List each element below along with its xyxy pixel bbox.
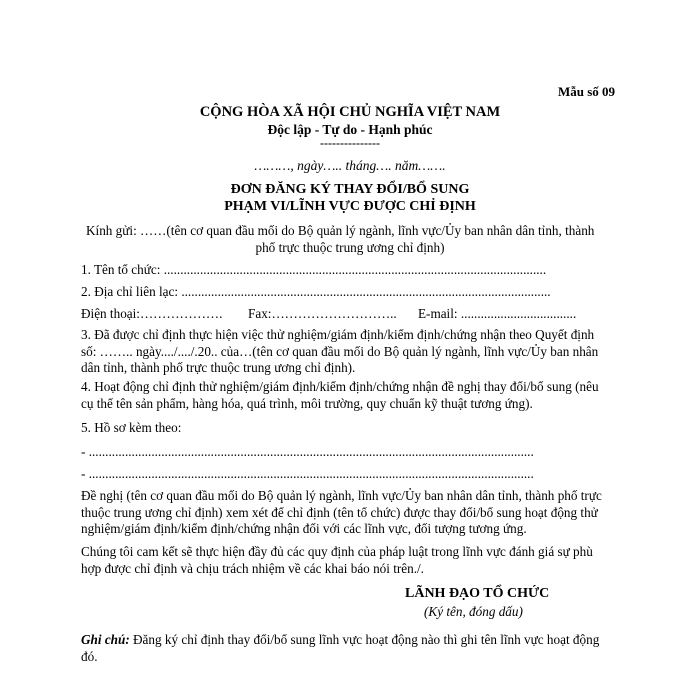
item-5-label: 5. Hồ sơ kèm theo: <box>81 420 182 435</box>
request-paragraph: Đề nghị (tên cơ quan đầu mối do Bộ quản lý ngành, lĩnh vực/Ủy ban nhân dân tỉnh, thành phố trực thuộc trung ương chỉ định) xem xét để chỉ định (tên tổ chức) được thay đổi/bổ sung hoạt động thử nghiệm/giám định/kiểm định/chứng nhận đối với các lĩnh vực, đối tượng tương ứng. <box>81 488 602 536</box>
signature-title: LÃNH ĐẠO TỔ CHỨC <box>405 586 550 601</box>
commitment-paragraph: Chúng tôi cam kết sẽ thực hiện đầy đủ các quy định của pháp luật trong lĩnh vực đánh giá sự phù hợp được chỉ định và chịu trách nhiệm về các khai báo nói trên./. <box>81 544 593 576</box>
title-line-2: PHẠM VI/LĨNH VỰC ĐƯỢC CHỈ ĐỊNH <box>224 199 476 214</box>
footnote-text: Đăng ký chỉ định thay đổi/bổ sung lĩnh vực hoạt động nào thì ghi tên lĩnh vực hoạt động đó. <box>81 632 600 664</box>
org-name-field: 1. Tên tổ chức: .................................................................................................................... <box>81 262 547 277</box>
item-3-decision: 3. Đã được chỉ định thực hiện việc thử nghiệm/giám định/kiểm định/chứng nhận theo Quyết định số: …….. ngày..../..../.20.. của…(tên cơ quan đầu mối do Bộ quản lý ngành, lĩnh vực/Ủy ban nhân dân tỉnh, thành phố trực thuộc trung ương chỉ định). <box>81 327 599 375</box>
footnote-label: Ghi chú: <box>81 632 130 647</box>
fax-field: Fax:……………………….. <box>248 306 397 321</box>
title-line-1: ĐƠN ĐĂNG KÝ THAY ĐỔI/BỔ SUNG <box>230 182 470 197</box>
recipient-line-1: Kính gửi: ……(tên cơ quan đầu mối do Bộ quản lý ngành, lĩnh vực/Ủy ban nhân dân tỉnh, thành <box>86 223 595 238</box>
separator: --------------- <box>320 136 380 150</box>
signature-note: (Ký tên, đóng dấu) <box>424 604 523 619</box>
date-line: ………, ngày….. tháng…. năm……. <box>254 158 446 173</box>
attachment-line-2: - ....................................................................................................................................... <box>81 466 534 481</box>
recipient-line-2: phố trực thuộc trung ương chỉ định) <box>255 240 445 255</box>
form-number: Mẫu số 09 <box>558 84 616 99</box>
motto: Độc lập - Tự do - Hạnh phúc <box>267 122 433 137</box>
item-4-activity: 4. Hoạt động chỉ định thử nghiệm/giám định/kiểm định/chứng nhận đề nghị thay đổi/bổ sung (nêu cụ thể tên sản phẩm, hàng hóa, quá trình, môi trường, quy chuẩn kỹ thuật tương ứng). <box>81 379 599 411</box>
country-name: CỘNG HÒA XÃ HỘI CHỦ NGHĨA VIỆT NAM <box>199 104 501 120</box>
email-field: E-mail: ................................... <box>418 306 577 321</box>
address-field: 2. Địa chỉ liên lạc: ................................................................................................................ <box>81 284 551 299</box>
attachment-line-1: - ....................................................................................................................................... <box>81 444 534 459</box>
footnote <box>81 632 606 665</box>
phone-field: Điện thoại:………………. <box>81 306 223 321</box>
